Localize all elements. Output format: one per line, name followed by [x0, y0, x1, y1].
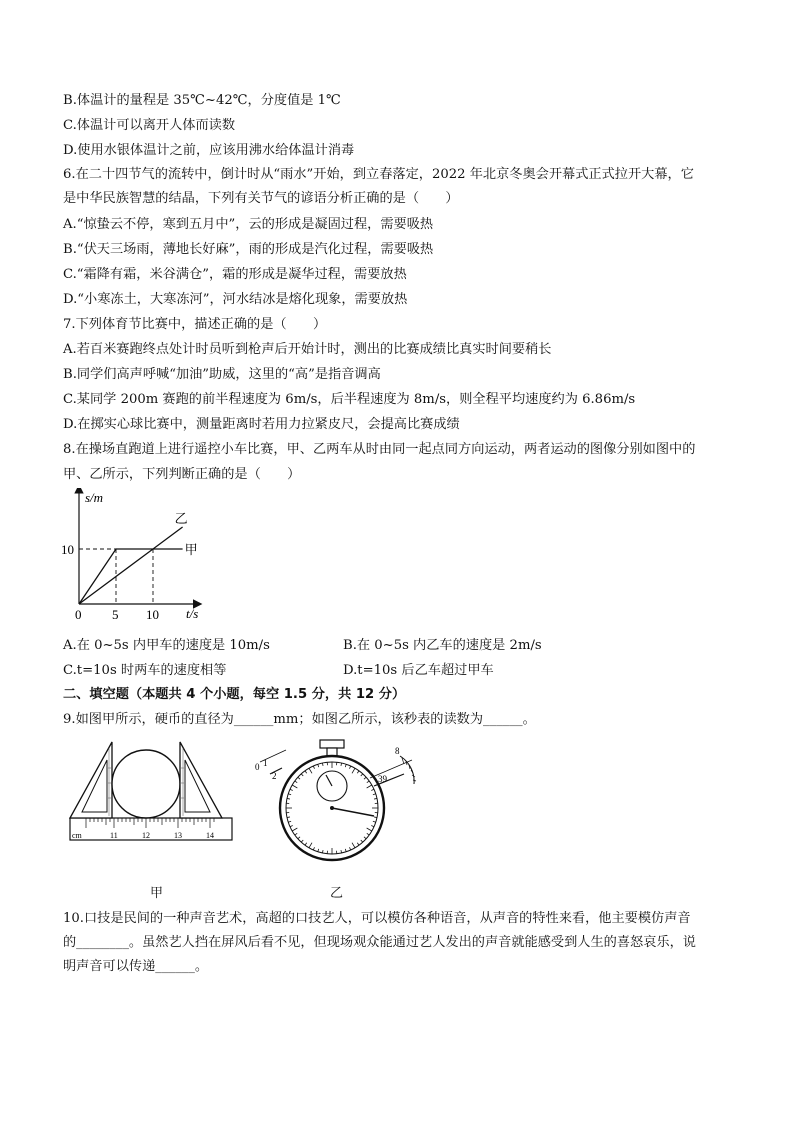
q8-option-b: B.在 0~5s 内乙车的速度是 2m/s — [343, 638, 542, 653]
large-dial-label-39: 39 — [378, 774, 387, 784]
series-label-yi: 乙 — [174, 511, 188, 526]
q8-stem-line2: 甲、乙所示，下列判断正确的是（ ） — [63, 467, 301, 482]
q7-option-a: A.若百米赛跑终点处计时员听到枪声后开始计时，测出的比赛成绩比真实时间要稍长 — [63, 342, 552, 357]
figure-caption-yi: 乙 — [330, 886, 344, 901]
small-dial-label-1: 1 — [263, 758, 268, 768]
q7-option-c: C.某同学 200m 赛跑的前半程速度为 6m/s，后半程速度为 8m/s，则全程平均速度约为 6.86m/s — [63, 392, 636, 407]
ruler-tick-11: 11 — [110, 831, 118, 840]
ruler-tick-14: 14 — [206, 831, 214, 840]
left-set-square — [70, 742, 112, 818]
q9-stem: 9.如图甲所示，硬币的直径为______mm；如图乙所示，该秒表的读数为______。 — [63, 712, 536, 727]
q8-option-a: A.在 0~5s 内甲车的速度是 10m/s — [63, 638, 270, 653]
q7-stem: 7.下列体育节比赛中，描述正确的是（ ） — [63, 317, 327, 332]
x-tick-10: 10 — [146, 607, 159, 622]
large-dial-label-8: 8 — [395, 746, 400, 756]
stopwatch-figure — [252, 738, 422, 868]
coin-ruler-figure — [68, 738, 238, 853]
ruler-tick-13: 13 — [174, 831, 182, 840]
y-tick-10: 10 — [61, 542, 74, 557]
q8-option-c: C.t=10s 时两车的速度相等 — [63, 663, 227, 678]
x-axis-label: t/s — [186, 606, 199, 621]
x-tick-5: 5 — [112, 607, 119, 622]
q6-stem-line1: 6.在二十四节气的流转中，倒计时从“雨水”开始，到立春落定，2022 年北京冬奥会开幕式正式拉开大幕，它 — [63, 167, 694, 182]
series-line-jia — [79, 549, 183, 604]
q10-line1: 10.口技是民间的一种声音艺术，高超的口技艺人，可以模仿各种语音，从声音的特性来看，他主要模仿声音 — [63, 911, 691, 926]
q6-option-c: C.“霜降有霜，米谷满仓”，霜的形成是凝华过程，需要放热 — [63, 267, 407, 282]
q8-st-graph — [55, 488, 215, 632]
q5-option-b: B.体温计的量程是 35℃~42℃，分度值是 1℃ — [63, 93, 341, 108]
q6-option-d: D.“小寒冻土，大寒冻河”，河水结冰是熔化现象，需要放热 — [63, 292, 408, 307]
coin — [112, 750, 180, 818]
q10-line2: 的________。虽然艺人挡在屏风后看不见，但现场观众能通过艺人发出的声音就能感受到人生的喜怒哀乐，说 — [63, 935, 696, 950]
small-dial-label-0: 0 — [255, 762, 260, 772]
series-label-jia: 甲 — [184, 542, 198, 557]
ruler-tick-12: 12 — [142, 831, 150, 840]
q7-option-b: B.同学们高声呼喊“加油”助威，这里的“高”是指音调高 — [63, 367, 381, 382]
ruler-unit: cm — [72, 831, 82, 840]
small-dial-label-2: 2 — [272, 771, 277, 781]
right-set-square — [180, 742, 222, 818]
q8-stem-line1: 8.在操场直跑道上进行遥控小车比赛，甲、乙两车从时由同一起点同方向运动，两者运动的图像分别如图中的 — [63, 442, 696, 457]
q7-option-d: D.在掷实心球比赛中，测量距离时若用力拉紧皮尺，会提高比赛成绩 — [63, 417, 460, 432]
q6-stem-line2: 是中华民族智慧的结晶，下列有关节气的谚语分析正确的是（ ） — [63, 191, 459, 206]
x-tick-0: 0 — [75, 607, 82, 622]
q5-option-d: D.使用水银体温计之前，应该用沸水给体温计消毒 — [63, 143, 355, 158]
q6-option-a: A.“惊蛰云不停，寒到五月中”，云的形成是凝固过程，需要吸热 — [63, 217, 434, 232]
section-heading-fill-in: 二、填空题（本题共 4 个小题，每空 1.5 分，共 12 分） — [63, 687, 406, 702]
series-line-yi — [79, 527, 183, 604]
q6-option-b: B.“伏天三场雨，薄地长好麻”，雨的形成是汽化过程，需要吸热 — [63, 242, 434, 257]
q10-line3: 明声音可以传递______。 — [63, 959, 209, 974]
q5-option-c: C.体温计可以离开人体而读数 — [63, 118, 236, 133]
y-axis-label: s/m — [85, 490, 104, 505]
q8-option-d: D.t=10s 后乙车超过甲车 — [343, 663, 494, 678]
figure-caption-jia: 甲 — [150, 886, 164, 901]
